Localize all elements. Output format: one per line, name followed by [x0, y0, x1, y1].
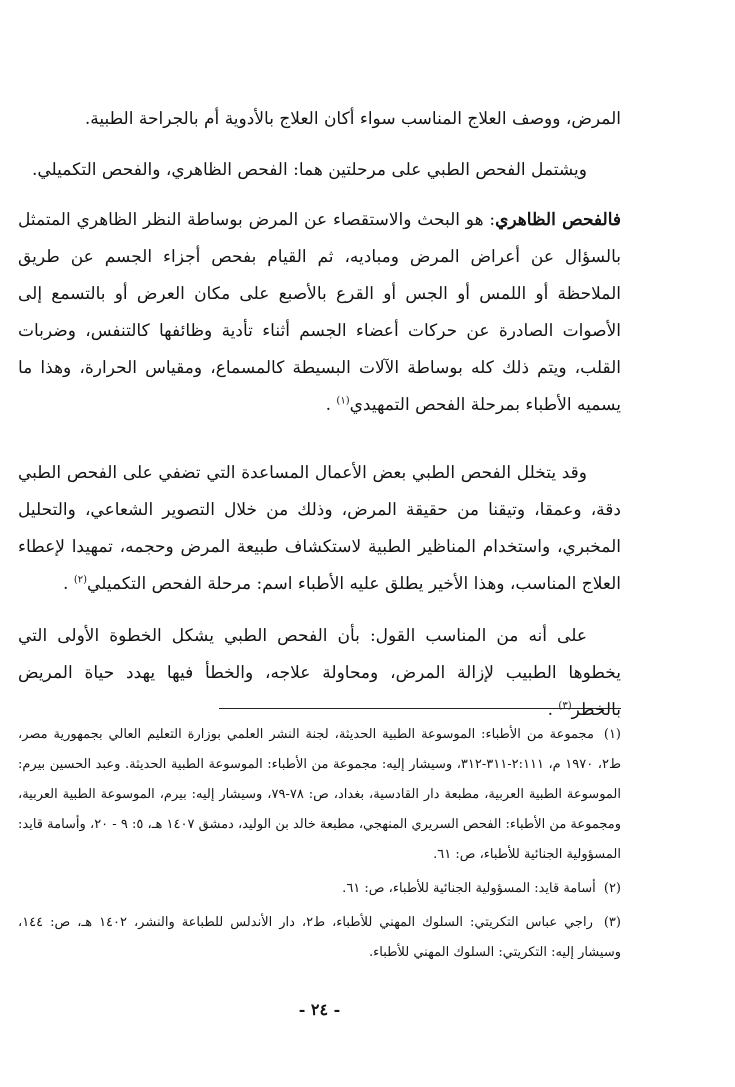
paragraph-5-text: على أنه من المناسب القول: بأن الفحص الطبي يشكل الخطوة الأولى التي يخطوها الطبيب لإزالة المرض، ومحاولة علاجه، والخطأ فيها يهدد حياة المريض بالخطر [18, 626, 621, 720]
defined-term: فالفحص الظاهري [495, 210, 622, 230]
paragraph-1 [18, 101, 621, 138]
paragraph-2-text: ويشتمل الفحص الطبي على مرحلتين هما: الفحص الظاهري، والفحص التكميلي. [31, 160, 587, 180]
footnote-separator [219, 708, 621, 709]
page-number: - ٢٤ - [298, 1000, 341, 1019]
footnote-text: مجموعة من الأطباء: الموسوعة الطبية الحديثة، لجنة النشر العلمي بوزارة التعليم العالي بجمهورية مصر، ط٢، ١٩٧٠ م، ٢:١١١-٣١١-٣١٢، وسيشار إليه: مجموعة من الأطباء: الموسوعة الطبية الحديثة. وعبد الحسين بيرم: الموسوعة الطبية العربية، مطبعة دار القادسية، بغداد، ص: ٧٨-٧٩، وسيشار إليه: بيرم، الموسوعة الطبية العربية، ومجموعة من الأطباء: الفحص السريري المنهجي، مطبعة خالد بن الوليد، دمشق ١٤٠٧ هـ، ٥: ٩ - ٢٠، وأسامة قايد: المسؤولية الجنائية للأطباء، ص: ٦١. [18, 727, 622, 862]
paragraph-3 [18, 202, 621, 424]
footnote-2 [18, 874, 621, 904]
paragraph-2 [18, 152, 621, 189]
paragraph-3-text: : هو البحث والاستقصاء عن المرض بوساطة النظر الظاهري المتمثل بالسؤال عن أعراض المرض ومباديه، ثم القيام بفحص أجزاء الجسم عن طريق الملاحظة أو اللمس أو الجس أو القرع بالأصبع على مكان العرض أو بالتسمع إلى الأصوات الصادرة عن حركات أعضاء الجسم أثناء تأدية وظائفها كالتنفس، وضربات القلب، ويتم ذلك كله بوساطة الآلات البسيطة كالمسماع، ومقياس الحرارة، وهذا ما يسميه الأطباء بمرحلة الفحص التمهيدي [18, 210, 621, 415]
footnote-1 [18, 720, 621, 870]
paragraph-5 [18, 618, 621, 729]
footnote-number: (١) [603, 727, 621, 742]
footnotes [18, 720, 621, 972]
footnote-number: (٣) [603, 915, 621, 930]
footnote-number: (٢) [603, 881, 621, 896]
paragraph-4-text: وقد يتخلل الفحص الطبي بعض الأعمال المساعدة التي تضفي على الفحص الطبي دقة، وعمقا، وتيقنا من حقيقة المرض، وذلك من خلال التصوير الشعاعي، والتحليل المخبري، واستخدام المناظير الطبية لاستكشاف طبيعة المرض وحجمه، تمهيدا لإعطاء العلاج المناسب، وهذا الأخير يطلق عليه الأطباء اسم: مرحلة الفحص التكميلي [18, 463, 621, 594]
paragraph-3-end: . [325, 395, 337, 415]
footnote-text: أسامة قايد: المسؤولية الجنائية للأطباء، ص: ٦١. [342, 881, 596, 896]
paragraph-1-text: المرض، ووصف العلاج المناسب سواء أكان العلاج بالأدوية أم بالجراحة الطبية. [84, 109, 621, 129]
footnote-ref-2[interactable]: (٢) [73, 574, 88, 586]
paragraph-4-end: . [63, 574, 74, 594]
footnote-3 [18, 908, 621, 968]
footnote-ref-1[interactable]: (١) [336, 395, 350, 407]
paragraph-5-end: . [547, 700, 559, 720]
footnote-ref-3[interactable]: (٣) [558, 700, 572, 712]
paragraph-4 [18, 455, 621, 603]
book-page [18, 0, 621, 1087]
footnote-text: راجي عباس التكريتي: السلوك المهني للأطباء، ط٢، دار الأندلس للطباعة والنشر، ١٤٠٢ هـ، ص: ١٤٤، وسيشار إليه: التكريتي: السلوك المهني للأطباء. [18, 915, 621, 960]
